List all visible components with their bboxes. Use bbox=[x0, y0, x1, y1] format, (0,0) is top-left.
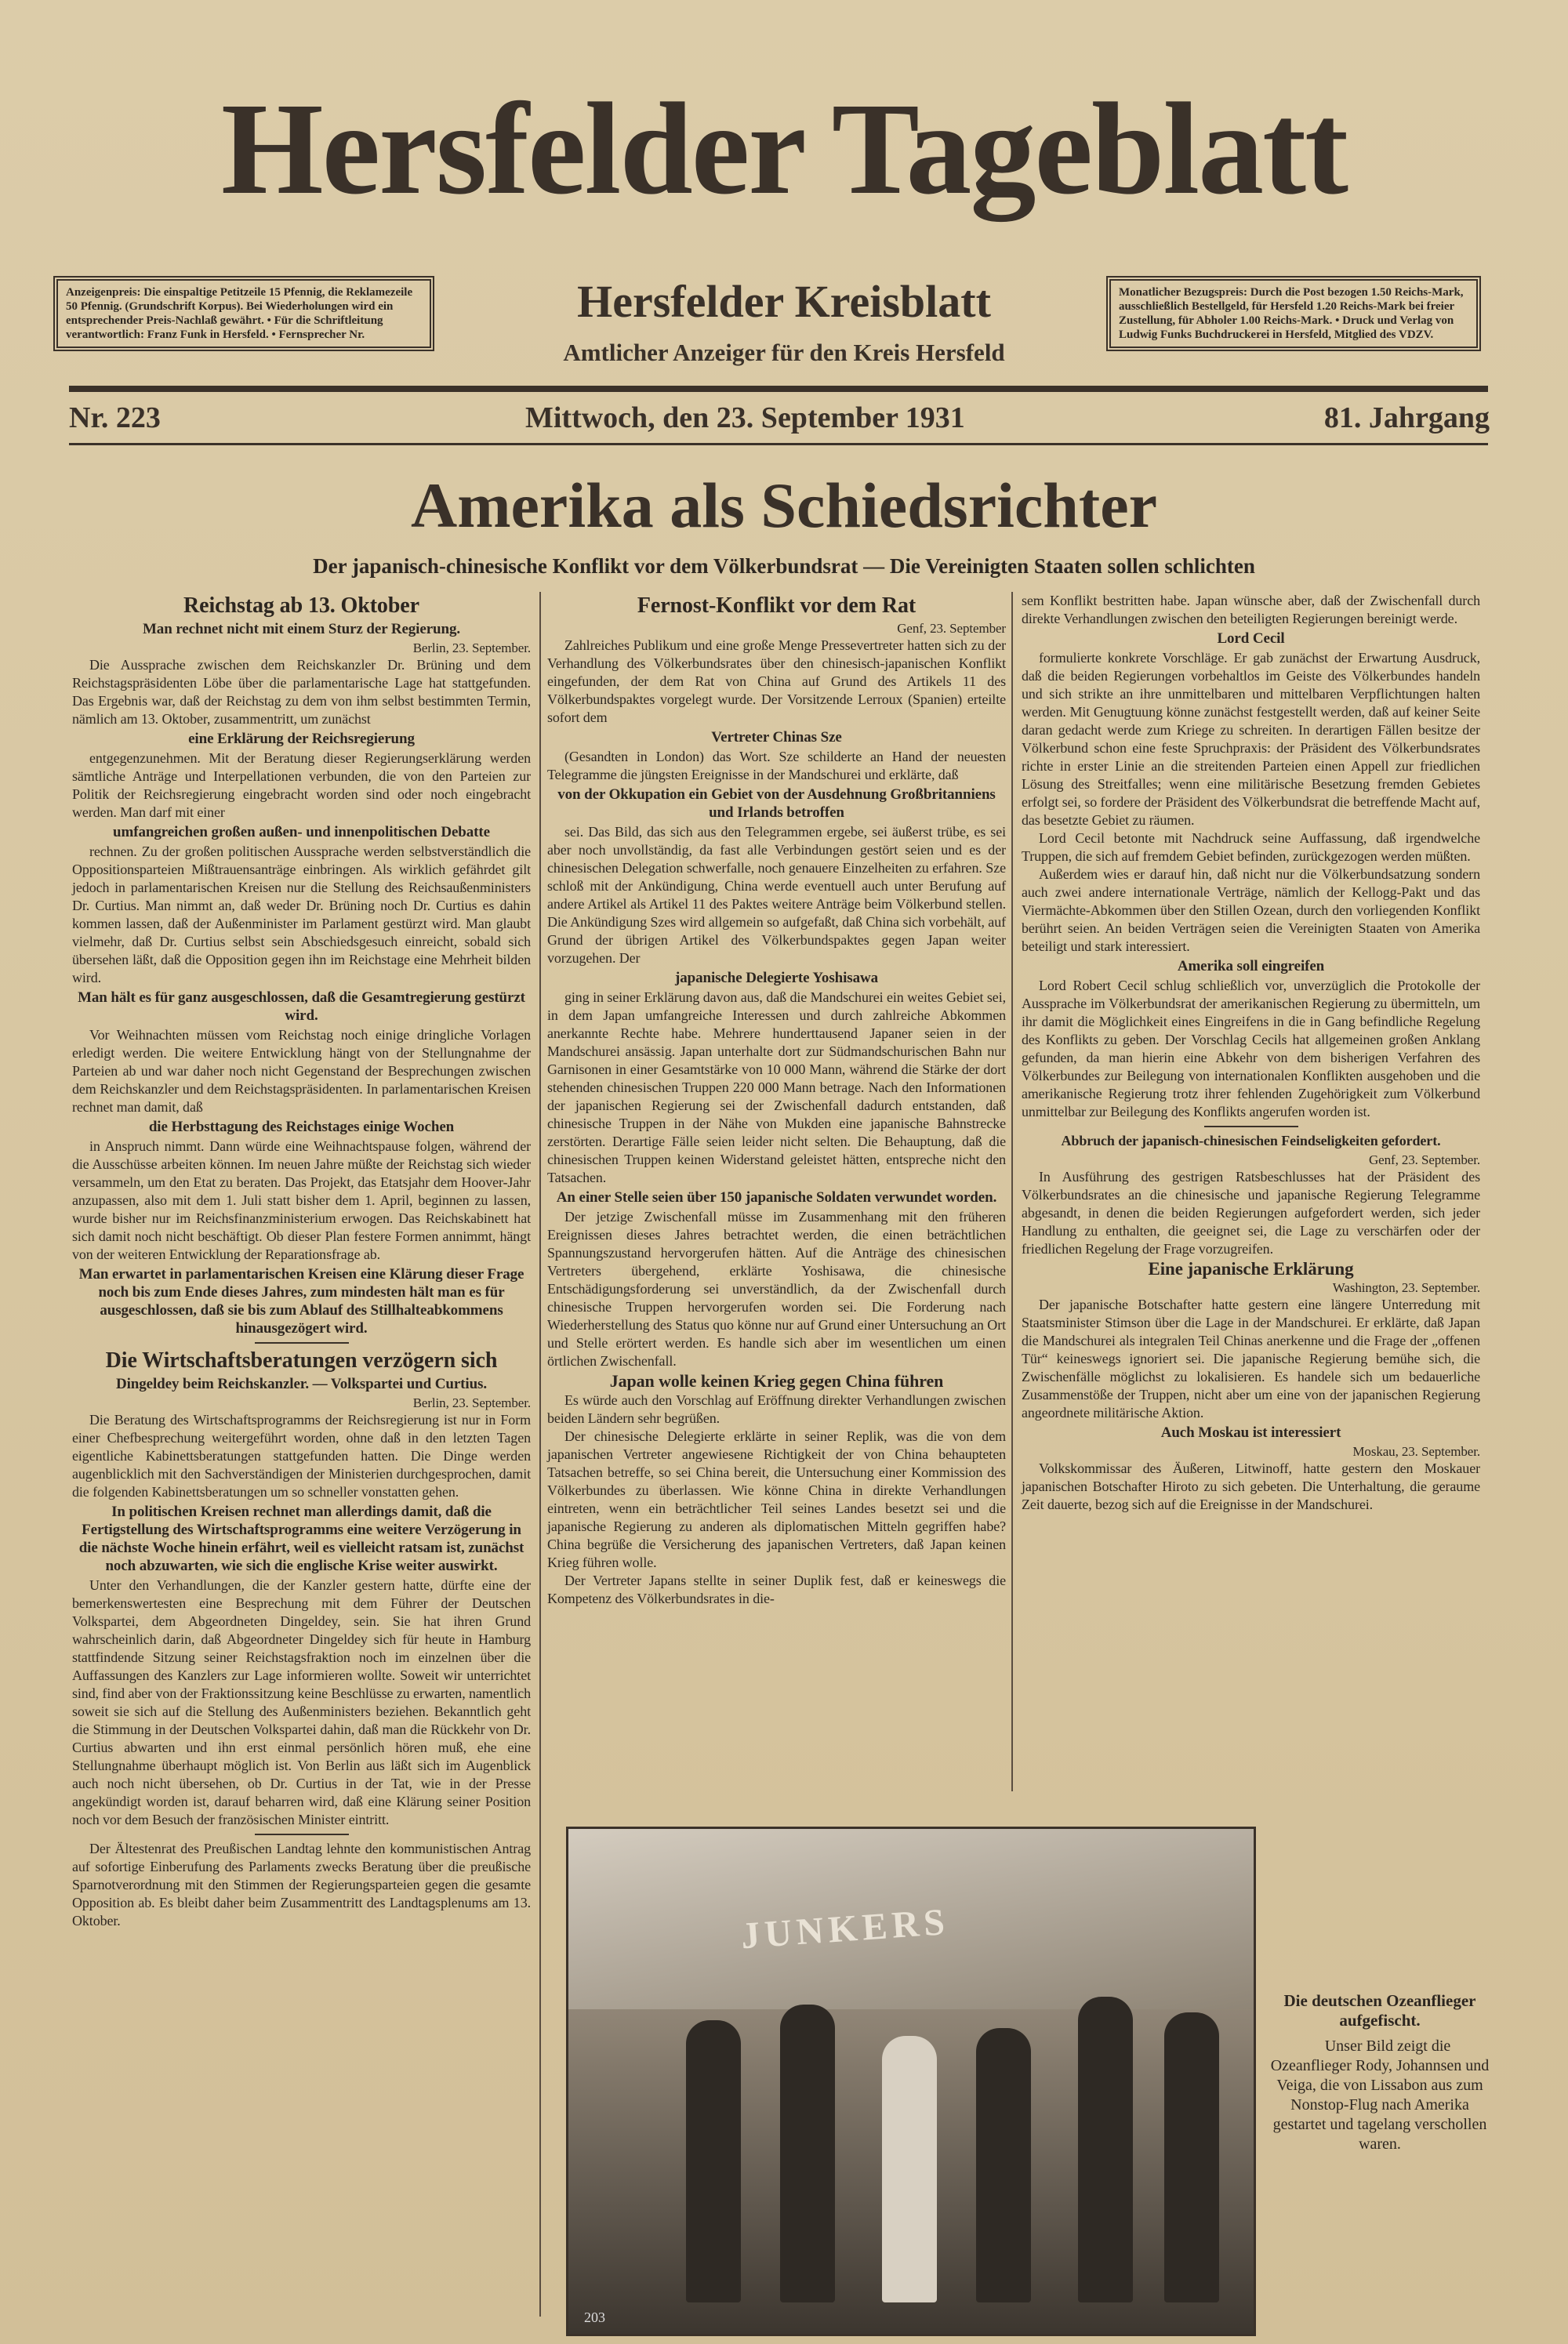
paragraph: In Ausführung des gestrigen Ratsbeschlusses hat der Präsident des Völkerbundsrates an die chinesische und japanische Regierung Telegramme abgesandt, in denen die beiden Regierungen aufgefordert werden, sich jeder Handlung zu enthalten, die geeignet sei, die Lage zu verschärfen oder der friedlichen Regelung der Frage vorzugreifen. bbox=[1022, 1169, 1480, 1257]
paragraph: Die Beratung des Wirtschaftsprogramms der Reichsregierung ist nur in Form einer Chefbesprechung weitergeführt worden, ohne daß in den letzten Tagen eigentliche Kabinettsberatungen stattgefunden hatten. Die Dinge werden augenblicklich mit den Sachverständigen der Ministerien durchgesprochen, damit die folgenden Kabinettsberatungen um so schneller vonstatten gehen. bbox=[72, 1412, 531, 1500]
column-2 bbox=[547, 592, 1006, 1608]
advertising-rates-box: Anzeigenpreis: Die einspaltige Petitzeile 15 Pfennig, die Reklamezeile 50 Pfennig. (Grundschrift Korpus). Bei Wiederholungen wird ein entsprechender Preis-Nachlaß gewährt. • Für die Schriftleitung verantwortlich: Franz Funk in Hersfeld. • Fernsprecher Nr. bbox=[53, 276, 434, 351]
inline-heading: japanische Delegierte Yoshisawa bbox=[674, 970, 878, 986]
issue-date: Mittwoch, den 23. September 1931 bbox=[525, 401, 965, 434]
dateline: Berlin, 23. September. bbox=[412, 640, 531, 655]
paragraph: Vor Weihnachten müssen vom Reichstag noch einige dringliche Vorlagen erledigt werden. Die weitere Entwicklung hängt von der Stellungnahme der Parteien ab und war daher noch nicht Gegenstand der Besprechungen zwischen dem Reichskanzler und dem Reichstagspräsidenten. In parlamentarischen Kreisen rechnet man damit, daß bbox=[72, 1027, 531, 1115]
article-heading: Reichstag ab 13. Oktober bbox=[183, 593, 419, 618]
column-1 bbox=[72, 592, 531, 1930]
paragraph: Lord Cecil betonte mit Nachdruck seine Auffassung, daß irgendwelche Truppen, die sich auf fremdem Gebiet befinden, zurückgezogen werden müßten. bbox=[1022, 830, 1480, 864]
volume: 81. Jahrgang bbox=[1323, 401, 1490, 434]
person-figure bbox=[1164, 2012, 1219, 2302]
person-figure bbox=[780, 2005, 835, 2302]
separator bbox=[1204, 1126, 1298, 1127]
photo-caption bbox=[1270, 1991, 1490, 2154]
paragraph: Unter den Verhandlungen, die der Kanzler gestern hatte, dürfte eine der bemerkenswertesten eine Besprechung mit dem Führer der Deutschen Volkspartei, dem Abgeordneten Dingeldey, sein. Sie hat ihren Grund wahrscheinlich darin, daß Abgeordneter Dingeldey sich für heute in Hamburg stattfindende Sitzung seiner Reichstagsfraktion noch im einzelnen über die Auffassungen des Kanzlers zur Lage informieren wollte. Soweit wir unterrichtet sind, find aber von der Fraktionssitzung keine Beschlüsse zu erwarten, namentlich soweit sie sich auf die Stellung des Außenministers beziehen. Bekanntlich geht die Stimmung in der Deutschen Volkspartei dahin, daß man die Rückkehr von Dr. Curtius abwarten und ihn erst einmal persönlich hören muß, ehe eine Stellungnahme überhaupt möglich ist. Von Berlin aus läßt sich im Augenblick auch noch nicht übersehen, ob Dr. Curtius in der Tat, wie in der Presse angekündigt worden ist, darauf beharren wird, daß eine Klärung seiner Position noch vor dem Besuch der französischen Minister eintritt. bbox=[72, 1577, 531, 1827]
inline-heading: umfangreichen großen außen- und innenpolitischen Debatte bbox=[113, 824, 490, 840]
article-heading: Eine japanische Erklärung bbox=[1148, 1259, 1354, 1279]
dateline: Berlin, 23. September. bbox=[412, 1395, 531, 1410]
caption-title: Die deutschen Ozeanflieger aufgefischt. bbox=[1283, 1991, 1476, 2030]
masthead-subtitle: Hersfelder Kreisblatt bbox=[577, 276, 991, 327]
inline-heading: von der Okkupation ein Gebiet von der Ausdehnung Großbritanniens und Irlands betroffen bbox=[557, 786, 996, 821]
column-rule bbox=[539, 592, 541, 2317]
caption-text: Unser Bild zeigt die Ozeanflieger Rody, Johannsen und Veiga, die von Lissabon aus zum Nonstop-Flug nach Amerika gestartet und tagelang verschollen waren. bbox=[1270, 2037, 1490, 2153]
article-heading: Die Wirtschaftsberatungen verzögern sich bbox=[105, 1348, 498, 1373]
dateline: Genf, 23. September. bbox=[1369, 1152, 1480, 1167]
dateline: Genf, 23. September bbox=[897, 621, 1006, 636]
paragraph: Volkskommissar des Äußeren, Litwinoff, hatte gestern den Moskauer japanischen Botschafter Hiroto zu sich gebeten. Die Unterhaltung, die geraume Zeit dauerte, bezog sich auf die Ereignisse in der Mandschurei. bbox=[1022, 1460, 1480, 1512]
paragraph: Die Aussprache zwischen dem Reichskanzler Dr. Brüning und dem Reichstagspräsidenten Löbe über die parlamentarische Lage hat stattgefunden. Das Ergebnis war, daß der Reichstag zu dem von ihm selbst bestimmten Termin, nämlich am 13. Oktober, zusammentritt, um zunächst bbox=[72, 657, 531, 727]
paragraph: sem Konflikt bestritten habe. Japan wünsche aber, daß der Zwischenfall durch direkte Verhandlungen zwischen den beteiligten Regierungen bereinigt werde. bbox=[1022, 593, 1480, 626]
paragraph: Der jetzige Zwischenfall müsse im Zusammenhang mit den früheren Ereignissen dieses Jahres betrachtet werden, die einen beträchtlichen Spannungszustand hervorgerufen hätten. Auf die Anträge des chinesischen Vertreters übergehend, erklärte Yoshisawa, die chinesische Entschädigungsforderung sei unverständlich, da der Zwischenfall durch chinesische Truppen hervorgerufen worden sei. Die Forderung nach Wiederherstellung des Status quo könne nur auf Grund einer Untersuchung an Ort und Stelle erörtert werden. Es handle sich aber im wesentlichen um einen örtlichen Zwischenfall. bbox=[547, 1209, 1006, 1369]
divider bbox=[69, 386, 1488, 392]
inline-heading: In politischen Kreisen rechnet man allerdings damit, daß die Fertigstellung des Wirtschaftsprogramms eine weitere Verzögerung in die nächste Woche hinein erfährt, weil es vielleicht ratsam ist, zunächst noch abzuwarten, wie sich die englische Krise weiter auswirkt. bbox=[78, 1504, 524, 1574]
inline-heading: Vertreter Chinas Sze bbox=[711, 729, 842, 746]
paragraph: Zahlreiches Publikum und eine große Menge Pressevertreter hatten sich zu der Verhandlung des Völkerbundsrates über den chinesisch-japanischen Konflikt eingefunden, der dem Rat von China auf Grund des Artikels 11 des Völkerbundspaktes vorgelegt wurde. Der Vorsitzende Lerroux (Spanien) erteilte sofort dem bbox=[547, 637, 1006, 725]
inline-heading: eine Erklärung der Reichsregierung bbox=[188, 731, 415, 747]
main-headline: Amerika als Schiedsrichter bbox=[411, 470, 1157, 541]
divider bbox=[69, 443, 1488, 445]
paragraph: (Gesandten in London) das Wort. Sze schilderte an Hand der neuesten Telegramme die jüngsten Ereignisse in der Mandschurei und erklärte, daß bbox=[547, 749, 1006, 782]
issue-number: Nr. 223 bbox=[69, 401, 161, 434]
article-subheading: Dingeldey beim Reichskanzler. — Volkspartei und Curtius. bbox=[116, 1376, 487, 1392]
inline-heading: Amerika soll eingreifen bbox=[1177, 958, 1325, 974]
photo-number: 203 bbox=[584, 2310, 605, 2325]
person-figure bbox=[976, 2028, 1031, 2302]
dateline: Washington, 23. September. bbox=[1332, 1280, 1480, 1295]
paragraph: Es würde auch den Vorschlag auf Eröffnung direkter Verhandlungen zwischen beiden Ländern sehr begrüßen. bbox=[547, 1392, 1006, 1426]
article-heading: Abbruch der japanisch-chinesischen Feindseligkeiten gefordert. bbox=[1061, 1133, 1441, 1148]
subscription-price-box: Monatlicher Bezugspreis: Durch die Post bezogen 1.50 Reichs-Mark, ausschließlich Bestellgeld, für Hersfeld 1.20 Reichs-Mark bei freier Zustellung, für Abholer 1.00 Reichs-Mark. • Druck und Verlag von Ludwig Funks Buchdruckerei in Hersfeld, Mitglied des VDZV. bbox=[1106, 276, 1481, 351]
inline-heading: Japan wolle keinen Krieg gegen China führen bbox=[609, 1371, 944, 1391]
article-heading: Auch Moskau ist interessiert bbox=[1160, 1424, 1341, 1441]
person-figure bbox=[686, 2020, 741, 2302]
inline-heading: Man erwartet in parlamentarischen Kreisen eine Klärung dieser Frage noch bis zum Ende dieses Jahres, zum mindesten hält man es für ausgeschlossen, daß sie bis zum Ablauf des Stillhalteabkommens hinausgezögert wird. bbox=[78, 1266, 524, 1337]
column-3 bbox=[1022, 592, 1480, 1514]
news-photo bbox=[566, 1827, 1256, 2336]
paragraph: Der Vertreter Japans stellte in seiner Duplik fest, daß er keineswegs die Kompetenz des Völkerbundsrates in die- bbox=[547, 1573, 1006, 1606]
paragraph: entgegenzunehmen. Mit der Beratung dieser Regierungserklärung werden sämtliche Anträge und Interpellationen verbunden, die von den Parteien zur Politik der Reichsregierung eingebracht worden sind oder noch eingebracht werden. Man darf mit einer bbox=[72, 750, 531, 820]
inline-heading: die Herbsttagung des Reichstages einige Wochen bbox=[148, 1119, 455, 1135]
separator bbox=[255, 1342, 349, 1344]
article-subheading: Man rechnet nicht mit einem Sturz der Regierung. bbox=[142, 621, 461, 637]
paragraph: Der Ältestenrat des Preußischen Landtag lehnte den kommunistischen Antrag auf sofortige Einberufung des Parlaments zwecks Beratung über die preußische Sparnotverordnung mit den Stimmen der Regierungsparteien gegen die gesamte Opposition ab. Es bleibt daher beim Zusammentritt des Landtagsplenums am 13. Oktober. bbox=[72, 1841, 531, 1929]
paragraph: sei. Das Bild, das sich aus den Telegrammen ergebe, sei äußerst trübe, es sei aber noch unvollständig, da fast alle Verbindungen gestört seien und es der chinesischen Delegation schwerfalle, noch genauere Einzelheiten zu erfahren. Sze schloß mit der Ankündigung, China werde eventuell auch unter Berufung auf andere Artikel als Artikel 11 des Paktes weitere Anträge beim Völkerbund stellen. Die Ankündigung Szes wird allgemein so aufgefaßt, daß China sich vorbehält, auf Grund der übrigen Artikel des Völkerbundspaktes gegen Japan weiter vorzugehen. Der bbox=[547, 824, 1006, 966]
masthead-tagline: Amtlicher Anzeiger für den Kreis Hersfeld bbox=[563, 339, 1005, 366]
paragraph: Außerdem wies er darauf hin, daß nicht nur die Völkerbundsatzung sondern auch zwei andere internationale Verträge, nämlich der Kellogg-Pakt und das Viermächte-Abkommen über den Stillen Ozean, durch den vorliegenden Konflikt berührt seien. An beiden Verträgen seien die Vereinigten Staaten von Amerika beteiligt und stark interessiert. bbox=[1022, 866, 1480, 954]
column-rule bbox=[1011, 592, 1013, 1791]
plane-lettering: JUNKERS bbox=[739, 1900, 951, 1958]
paragraph: Lord Robert Cecil schlug schließlich vor, unverzüglich die Protokolle der Aussprache im Völkerbundsrat der amerikanischen Regierung zu übermitteln, um ihr damit die Möglichkeit eines Eingreifens in die in Gang befindliche Regelung des Konflikts zu geben. Der Vorschlag Cecils hat allgemeinen großen Anklang gefunden, da man hierin eine Abkehr von dem bisherigen Verfahren des Völkerbundes zur Beilegung von internationalen Konflikten ausgehoben und die amerikanische Regierung trotz ihrer fehlenden Zugehörigkeit zum Völkerbund unmittelbar zur Beilegung des Konflikts angerufen worden ist. bbox=[1022, 978, 1480, 1119]
inline-heading: Lord Cecil bbox=[1217, 630, 1285, 647]
inline-heading: An einer Stelle seien über 150 japanische Soldaten verwundet worden. bbox=[556, 1189, 997, 1206]
separator bbox=[255, 1834, 349, 1835]
paragraph: in Anspruch nimmt. Dann würde eine Weihnachtspause folgen, während der die Ausschüsse arbeiten können. Im neuen Jahre müßte der Reichstag sich wieder versammeln, um den Etat zu beraten. Das Projekt, das Etatsjahr dem Hoover-Jahr anzupassen, also mit dem 1. Juli statt bisher dem 1. April, beginnen zu lassen, wurde bisher nur im Reichsfinanzministerium erwogen. Das Reichskabinett hat sich damit noch nicht beschäftigt. Ob dieser Plan festere Formen annimmt, hängt von der weiteren Entwicklung der Reparationsfrage ab. bbox=[72, 1138, 531, 1262]
inline-heading: Man hält es für ganz ausgeschlossen, daß die Gesamtregierung gestürzt wird. bbox=[78, 989, 525, 1024]
paragraph: Der chinesische Delegierte erklärte in seiner Replik, was die von dem japanischen Vertreter angewiesene Richtigkeit der von China behaupteten Tatsachen betreffe, so sei China bereit, die Untersuchung einer Kommission des Völkerbundes zu überlassen. Wie könne China in direkte Verhandlungen eintreten, wenn ein beträchtlicher Teil seines Landes besetzt sei und die japanische Regierung zu anderen als diplomatischen Mitteln gegriffen habe? China begrüße die Versicherung des japanischen Vertreters, daß Japan keinen Krieg führen wolle. bbox=[547, 1428, 1006, 1570]
dateline: Moskau, 23. September. bbox=[1352, 1444, 1480, 1459]
paragraph: formulierte konkrete Vorschläge. Er gab zunächst der Erwartung Ausdruck, daß die beiden Regierungen vorbehaltlos im Geiste des Völkerbundes handeln und sich strikte an ihre unmittelbaren und mittelbaren Verpflichtungen halten werden. Mit Genugtuung könne zunächst festgestellt werden, daß auf keiner Seite daran gedacht werde zum Kriege zu schreiten. In derartigen Fällen besitze der Völkerbund schon eine feste Spruchpraxis: der Präsident des Völkerbundsrates richte in erster Linie an die streitenden Parteien einen Appell zur friedlichen Lösung des Streitfalles; wenn eine militärische Besetzung fremden Gebietes erfolgt sei, so fordere der Präsident des Völkerbundsrat die betreffende Macht auf, das besetzte Gebiet zu räumen. bbox=[1022, 650, 1480, 828]
article-heading: Fernost-Konflikt vor dem Rat bbox=[637, 593, 916, 618]
person-figure bbox=[882, 2036, 937, 2302]
paragraph: ging in seiner Erklärung davon aus, daß die Mandschurei ein weites Gebiet sei, in dem Japan umfangreiche Interessen und durch zahlreiche Abkommen anerkannte Rechte habe. Mehrere hunderttausend Japaner seien in der Mandschurei ansässig. Japan unterhalte dort zur Südmandschurischen Bahn nur Garnisonen in einer Gesamtstärke von 10 000 Mann, während die Stärke der dort stehenden chinesischen Truppen 220 000 Mann betrage. Nach den Informationen der japanischen Regierung sei der Zwischenfall dadurch entstanden, daß chinesische Truppen in der Nähe von Mukden eine japanische Bahnstrecke zerstörten. Derartige Fälle seien leider nicht selten. Die Behauptung, daß die chinesischen Truppen keinen Widerstand geleistet hätten, entspreche nicht den Tatsachen. bbox=[547, 989, 1006, 1185]
sub-headline: Der japanisch-chinesische Konflikt vor dem Völkerbundsrat — Die Vereinigten Staaten sollen schlichten bbox=[313, 554, 1255, 578]
paragraph: Der japanische Botschafter hatte gestern eine längere Unterredung mit Staatsminister Stimson über die Lage in der Mandschurei. Er erklärte, daß Japan die Mandschurei als integralen Teil Chinas anerkenne und die Frage der „offenen Tür“ keineswegs ignoriert sei. Die japanische Regierung bemühe sich, die Zwischenfälle möglichst zu lokalisieren. Es handele sich um bedauerliche Zusammenstöße der Truppen, nicht aber um eine von der japanischen Regierung angeordnete militärische Aktion. bbox=[1022, 1297, 1480, 1421]
person-figure bbox=[1078, 1997, 1133, 2302]
masthead-title: Hersfelder Tageblatt bbox=[220, 76, 1348, 222]
paragraph: rechnen. Zu der großen politischen Aussprache werden selbstverständlich die Oppositionsparteien Mißtrauensanträge einbringen. Als wirklich gefährdet gilt jedoch in parlamentarischen Kreisen nur die Stellung des Reichsaußenministers Dr. Curtius. Man nimmt an, daß weder Dr. Brüning noch Dr. Curtius es dahin kommen lassen, daß der Außenminister im Parlament gestürzt wird. Man glaubt vielmehr, daß Dr. Curtius selbst sein Abschiedsgesuch einreicht, sobald sich übersehen läßt, daß die Opposition gegen ihn im Reichstage eine Mehrheit bilden wird. bbox=[72, 844, 531, 985]
